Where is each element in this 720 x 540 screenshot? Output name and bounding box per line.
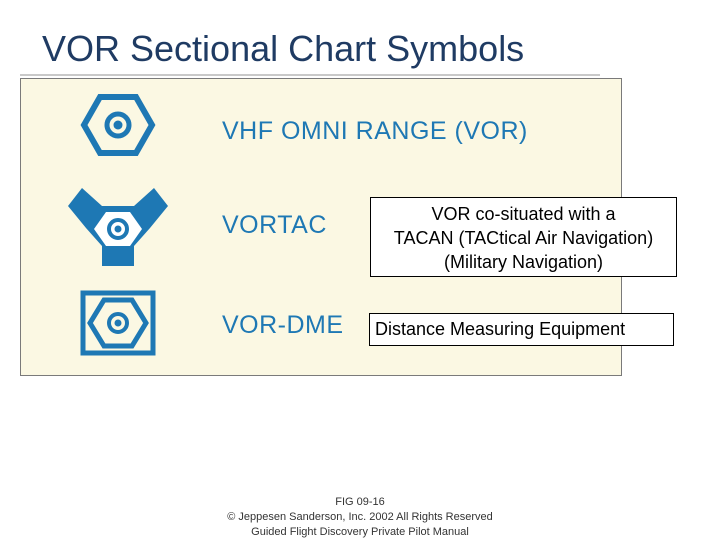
- vortac-label: VORTAC: [222, 211, 327, 239]
- page-title: VOR Sectional Chart Symbols: [42, 28, 525, 69]
- source-title: Guided Flight Discovery Private Pilot Manual: [251, 526, 469, 538]
- vor-dme-icon: [80, 290, 156, 356]
- vortac-callout-line-3: (Military Navigation): [443, 252, 604, 272]
- vor-hexagon-icon: [80, 92, 156, 158]
- copyright-notice: © Jeppesen Sanderson, Inc. 2002 All Rights Reserved: [227, 511, 493, 523]
- vor-label: VHF OMNI RANGE (VOR): [222, 117, 528, 145]
- vortac-callout: [370, 197, 677, 277]
- vortac-callout-line-1: VOR co-situated with a: [431, 204, 616, 224]
- vor-dme-callout: Distance Measuring Equipment: [369, 313, 674, 346]
- vortac-callout-line-2: TACAN (TACtical Air Navigation): [393, 228, 654, 248]
- title-divider: [20, 74, 600, 76]
- vor-dme-label: VOR-DME: [222, 311, 344, 339]
- vortac-icon: [68, 184, 168, 268]
- figure-number: FIG 09-16: [335, 496, 385, 508]
